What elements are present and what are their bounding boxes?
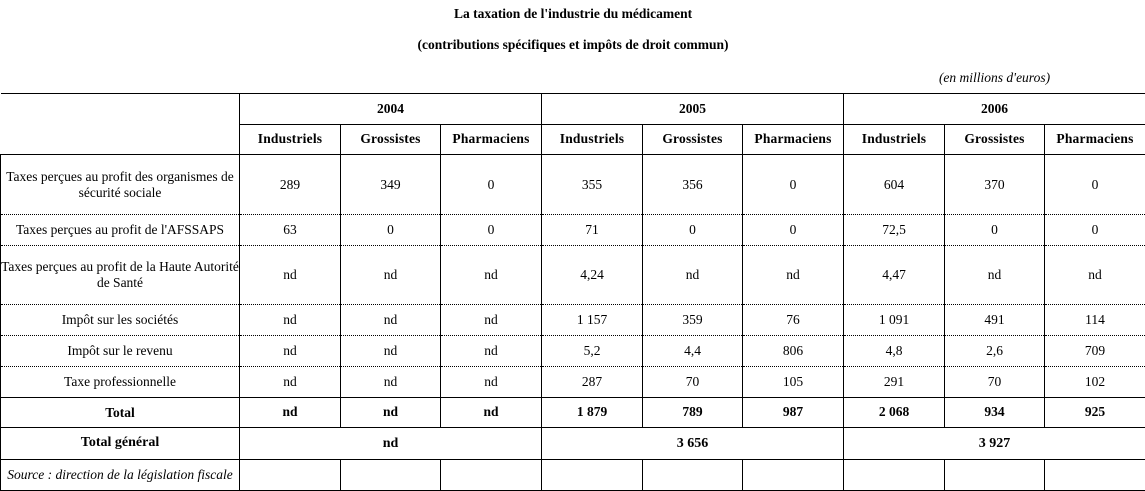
document-title-line2: (contributions spécifiques et impôts de droit commun) xyxy=(417,36,729,52)
column-header-row xyxy=(1,124,1145,155)
cell-value: 1 157 xyxy=(542,305,643,336)
year-header-2005: 2005 xyxy=(542,93,844,124)
row-label: Taxe professionnelle xyxy=(1,366,240,397)
source-spacer-3 xyxy=(441,460,542,491)
cell-value: nd xyxy=(441,305,542,336)
cell-value: 604 xyxy=(844,155,945,215)
cell-value: 0 xyxy=(743,155,844,215)
cell-value: 4,4 xyxy=(643,335,743,366)
cell-value: nd xyxy=(643,245,743,305)
cell-value: 491 xyxy=(945,305,1045,336)
cell-value: 291 xyxy=(844,366,945,397)
units-note: (en millions d'euros) xyxy=(844,63,1145,93)
source-note: Source : direction de la législation fiscale xyxy=(1,460,240,491)
col-head-2006-grossistes: Grossistes xyxy=(945,124,1045,155)
cell-value: nd xyxy=(945,245,1045,305)
total-value: 925 xyxy=(1045,397,1145,428)
cell-value: 370 xyxy=(945,155,1045,215)
total-value: 789 xyxy=(643,397,743,428)
total-value: nd xyxy=(441,397,542,428)
row-label: Impôt sur les sociétés xyxy=(1,305,240,336)
year-header-2004: 2004 xyxy=(240,93,542,124)
table-row xyxy=(1,305,1145,336)
col-head-2005-grossistes: Grossistes xyxy=(643,124,743,155)
cell-value: 70 xyxy=(643,366,743,397)
cell-value: 0 xyxy=(743,214,844,245)
grand-total-2004: nd xyxy=(240,428,542,460)
cell-value: 4,8 xyxy=(844,335,945,366)
grand-total-row xyxy=(1,428,1145,460)
cell-value: 72,5 xyxy=(844,214,945,245)
units-row-spacer-2005 xyxy=(542,63,844,93)
col-head-2005-pharmaciens: Pharmaciens xyxy=(743,124,844,155)
cell-value: 359 xyxy=(643,305,743,336)
source-spacer-6 xyxy=(743,460,844,491)
total-label: Total xyxy=(1,397,240,428)
cell-value: 355 xyxy=(542,155,643,215)
cell-value: 105 xyxy=(743,366,844,397)
col-head-2005-industriels: Industriels xyxy=(542,124,643,155)
cell-value: nd xyxy=(341,305,441,336)
cell-value: nd xyxy=(240,245,341,305)
cell-value: nd xyxy=(240,305,341,336)
row-label: Taxes perçues au profit des organismes de sécurité sociale xyxy=(1,155,240,215)
table-row xyxy=(1,245,1145,305)
cell-value: 0 xyxy=(1045,155,1145,215)
cell-value: 287 xyxy=(542,366,643,397)
source-spacer-7 xyxy=(844,460,945,491)
cell-value: 0 xyxy=(643,214,743,245)
grand-total-2006: 3 927 xyxy=(844,428,1145,460)
units-row xyxy=(1,63,1145,93)
source-spacer-1 xyxy=(240,460,341,491)
cell-value: 0 xyxy=(341,214,441,245)
cell-value: 806 xyxy=(743,335,844,366)
cell-value: 709 xyxy=(1045,335,1145,366)
cell-value: 0 xyxy=(945,214,1045,245)
cell-value: nd xyxy=(1045,245,1145,305)
cell-value: 114 xyxy=(1045,305,1145,336)
table-row xyxy=(1,366,1145,397)
row-label: Taxes perçues au profit de la Haute Autorité de Santé xyxy=(1,245,240,305)
cell-value: 356 xyxy=(643,155,743,215)
cell-value: nd xyxy=(341,335,441,366)
source-spacer-8 xyxy=(945,460,1045,491)
cell-value: 102 xyxy=(1045,366,1145,397)
cell-value: 0 xyxy=(1045,214,1145,245)
row-label: Taxes perçues au profit de l'AFSSAPS xyxy=(1,214,240,245)
col-head-2004-industriels: Industriels xyxy=(240,124,341,155)
year-header-corner xyxy=(1,93,240,124)
year-header-row xyxy=(1,93,1145,124)
cell-value: 2,6 xyxy=(945,335,1045,366)
source-spacer-2 xyxy=(341,460,441,491)
table-row xyxy=(1,214,1145,245)
cell-value: 4,24 xyxy=(542,245,643,305)
units-row-spacer-2004 xyxy=(240,63,542,93)
col-head-2004-pharmaciens: Pharmaciens xyxy=(441,124,542,155)
cell-value: 349 xyxy=(341,155,441,215)
cell-value: nd xyxy=(743,245,844,305)
cell-value: 63 xyxy=(240,214,341,245)
source-row xyxy=(1,460,1145,491)
source-spacer-4 xyxy=(542,460,643,491)
title-row-1 xyxy=(1,0,1145,29)
total-value: 934 xyxy=(945,397,1045,428)
title-row-2 xyxy=(1,29,1145,63)
cell-value: nd xyxy=(341,245,441,305)
col-head-2006-pharmaciens: Pharmaciens xyxy=(1045,124,1145,155)
cell-value: 0 xyxy=(441,155,542,215)
units-row-spacer-label xyxy=(1,63,240,93)
cell-value: 0 xyxy=(441,214,542,245)
cell-value: 71 xyxy=(542,214,643,245)
total-value: nd xyxy=(341,397,441,428)
cell-value: 289 xyxy=(240,155,341,215)
source-spacer-5 xyxy=(643,460,743,491)
cell-value: 70 xyxy=(945,366,1045,397)
grand-total-2005: 3 656 xyxy=(542,428,844,460)
cell-value: nd xyxy=(341,366,441,397)
table-row xyxy=(1,335,1145,366)
total-row xyxy=(1,397,1145,428)
col-head-2004-grossistes: Grossistes xyxy=(341,124,441,155)
cell-value: 4,47 xyxy=(844,245,945,305)
col-head-2006-industriels: Industriels xyxy=(844,124,945,155)
total-value: 987 xyxy=(743,397,844,428)
cell-value: nd xyxy=(240,366,341,397)
total-value: nd xyxy=(240,397,341,428)
cell-value: nd xyxy=(441,366,542,397)
cell-value: 1 091 xyxy=(844,305,945,336)
table-row xyxy=(1,155,1145,215)
cell-value: nd xyxy=(240,335,341,366)
cell-value: 76 xyxy=(743,305,844,336)
row-label: Impôt sur le revenu xyxy=(1,335,240,366)
document-title-line1: La taxation de l'industrie du médicament xyxy=(453,6,693,22)
total-value: 1 879 xyxy=(542,397,643,428)
cell-value: nd xyxy=(441,245,542,305)
grand-total-label: Total général xyxy=(1,428,240,460)
total-value: 2 068 xyxy=(844,397,945,428)
source-spacer-9 xyxy=(1045,460,1145,491)
column-header-corner xyxy=(1,124,240,155)
cell-value: 5,2 xyxy=(542,335,643,366)
cell-value: nd xyxy=(441,335,542,366)
year-header-2006: 2006 xyxy=(844,93,1145,124)
